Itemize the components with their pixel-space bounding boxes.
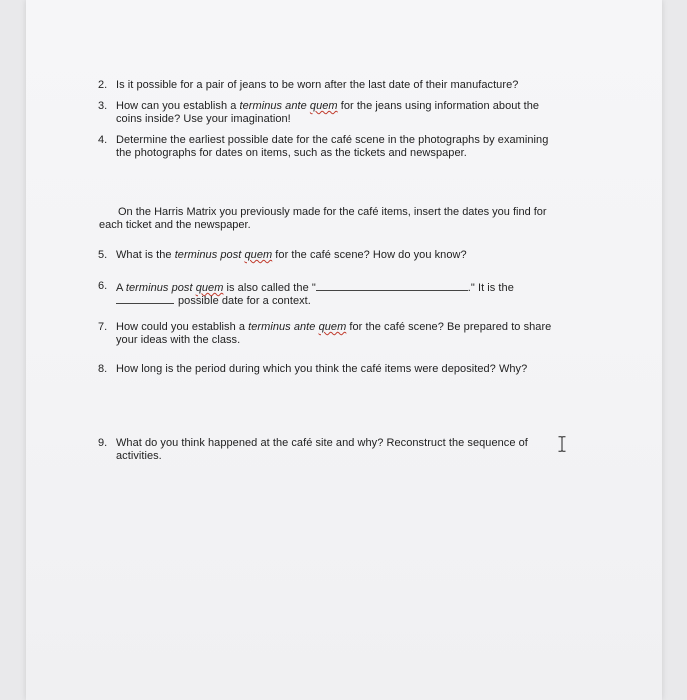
question-number: 9. [98,437,108,449]
question-text: Is it possible for a pair of jeans to be worn after the last date of their manufacture? [116,79,519,91]
question-text-line-2: coins inside? Use your imagination! [116,113,291,125]
answer-blank[interactable] [316,280,468,291]
question-number: 8. [98,363,108,375]
question-number: 5. [98,249,108,261]
question-text-line-1: How could you establish a terminus ante quem for the café scene? Be prepared to share [116,321,552,333]
question-text-line-2: the photographs for dates on items, such as the tickets and newspaper. [116,147,467,159]
question-text-line-1: What do you think happened at the café site and why? Reconstruct the sequence of [116,437,528,449]
harris-matrix-instruction-line-2: each ticket and the newspaper. [99,219,251,231]
question-text-line-2: your ideas with the class. [116,334,241,346]
question-text-line-1: A terminus post quem is also called the " ." It is the [116,282,514,294]
question-number: 7. [98,321,108,333]
question-text-line-1: Determine the earliest possible date for the café scene in the photographs by examining [116,134,549,146]
question-text: What is the terminus post quem for the café scene? How do you know? [116,249,467,261]
answer-blank[interactable] [116,293,174,304]
question-text-line-2: possible date for a context. [116,293,311,308]
spellcheck-word: quem [318,321,347,333]
question-number: 6. [98,280,108,292]
question-text-line-2: activities. [116,450,162,462]
question-text: How long is the period during which you think the café items were deposited? Why? [116,363,528,375]
question-number: 4. [98,134,108,146]
text-cursor-icon [558,436,566,452]
spellcheck-word: quem [195,282,224,294]
spellcheck-word: quem [244,249,273,261]
question-number: 2. [98,79,108,91]
question-number: 3. [98,100,108,112]
question-text-line-1: How can you establish a terminus ante quem for the jeans using information about the [116,100,540,112]
spellcheck-word: quem [309,100,338,112]
harris-matrix-instruction-line-1: On the Harris Matrix you previously made for the café items, insert the dates you find for [118,206,547,218]
